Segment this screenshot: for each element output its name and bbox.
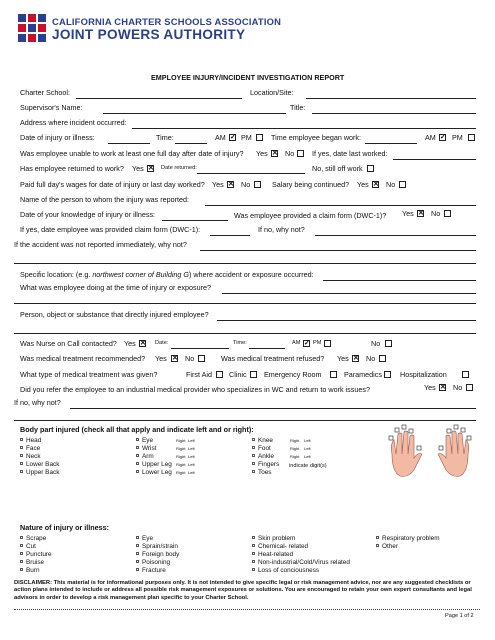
salary-yes-label: Yes — [357, 180, 369, 189]
list-checkbox[interactable] — [252, 536, 255, 539]
list-checkbox[interactable] — [20, 560, 23, 563]
right-label[interactable]: Right — [176, 438, 186, 443]
left-label[interactable]: Left — [188, 438, 195, 443]
left-label[interactable]: Left — [304, 454, 311, 459]
unable-yes-label: Yes — [256, 149, 268, 158]
logo-mark-icon — [18, 14, 48, 46]
right-label[interactable]: Right — [290, 446, 300, 451]
right-label[interactable]: Right — [176, 446, 186, 451]
body-part-foot[interactable]: Foot — [258, 445, 271, 452]
left-label[interactable]: Left — [188, 454, 195, 459]
salary-no-label: No — [386, 180, 396, 189]
supervisor-name-field[interactable] — [103, 113, 286, 114]
refer-yes-label: Yes — [424, 383, 436, 392]
hospitalization-checkbox[interactable] — [462, 371, 469, 378]
nurse-pm-label: PM — [313, 340, 322, 346]
unable-work-label: Was employee unable to work at least one full day after date of injury? — [20, 149, 244, 158]
date-returned-label: Date returned: — [161, 165, 197, 171]
med-ref-no-label: No — [366, 354, 376, 363]
location-site-label: Location/Site: — [250, 88, 294, 97]
date-claim-label: If yes, date employee was provided claim form (DWC-1): — [20, 225, 201, 234]
last-worked-label: If yes, date last worked: — [312, 149, 388, 158]
nurse-pm-checkbox[interactable] — [324, 340, 331, 347]
right-label[interactable]: Right — [290, 438, 300, 443]
body-part-upper-leg[interactable]: Upper Leg — [142, 461, 172, 468]
page-number: Page 1 of 2 — [445, 613, 474, 619]
left-label[interactable]: Left — [304, 438, 311, 443]
list-checkbox[interactable] — [136, 454, 139, 457]
salary-continued-label: Salary being continued? — [272, 180, 350, 189]
time-field[interactable] — [175, 143, 207, 144]
med-recommended-label: Was medical treatment recommended? — [20, 354, 146, 363]
salary-yes-checkbox[interactable] — [372, 181, 379, 188]
body-part-eye[interactable]: Eye — [142, 437, 154, 444]
org-name-line1: CALIFORNIA CHARTER SCHOOLS ASSOCIATION — [52, 16, 282, 27]
specific-location-label: Specific location: (e.g. northwest corner of Building G) where accident or exposure occurred: — [20, 270, 314, 279]
list-checkbox[interactable] — [136, 446, 139, 449]
nature-scrape[interactable]: Scrape — [26, 535, 47, 542]
list-checkbox[interactable] — [252, 470, 255, 473]
nurse-date-label: Date: — [155, 340, 169, 346]
nature-burn[interactable]: Burn — [26, 567, 40, 574]
nurse-time-label: Time: — [233, 340, 247, 346]
paid-yes-checkbox[interactable] — [227, 181, 234, 188]
list-checkbox[interactable] — [136, 568, 139, 571]
nature-respiratory[interactable]: Respiratory problem — [382, 535, 440, 542]
claim-yes-label: Yes — [402, 209, 414, 218]
body-part-head[interactable]: Head — [26, 437, 42, 444]
disclaimer: DISCLAIMER: This material is for informational purposes only. It is not intended to give specific legal or risk management advice, nor are any suggested checklists or action plans intended to include or address all possible risk management exposures or solutions. You are encouraged to retain your own expert consultants and legal advisors in order to develop a risk management plan specific to your Charter School. — [14, 580, 472, 601]
clinic-label: Clinic — [229, 370, 247, 379]
list-checkbox[interactable] — [136, 544, 139, 547]
list-checkbox[interactable] — [136, 470, 139, 473]
nature-foreign-body[interactable]: Foreign body — [142, 551, 180, 558]
supervisor-name-label: Supervisor's Name: — [20, 103, 83, 112]
nurse-time-field[interactable] — [249, 348, 285, 349]
first-aid-checkbox[interactable] — [216, 371, 223, 378]
time-label: Time: — [156, 133, 174, 142]
list-checkbox[interactable] — [252, 454, 255, 457]
still-off-label: No, still off work — [312, 164, 363, 173]
body-part-lower-back[interactable]: Lower Back — [26, 461, 60, 468]
list-checkbox[interactable] — [20, 568, 23, 571]
paramedics-checkbox[interactable] — [384, 371, 391, 378]
paid-yes-label: Yes — [212, 180, 224, 189]
returned-yes-checkbox[interactable] — [147, 165, 154, 172]
if-no-why2-field[interactable] — [70, 408, 476, 409]
claim-no-checkbox[interactable] — [444, 210, 451, 217]
nature-poisoning[interactable]: Poisoning — [142, 559, 171, 566]
list-checkbox[interactable] — [136, 462, 139, 465]
list-checkbox[interactable] — [252, 438, 255, 441]
person-object-field-2[interactable] — [14, 333, 476, 334]
nature-puncture[interactable]: Puncture — [26, 551, 52, 558]
body-part-neck[interactable]: Neck — [26, 453, 41, 460]
address-field[interactable] — [132, 128, 476, 129]
refer-yes-checkbox[interactable] — [439, 384, 446, 391]
list-checkbox[interactable] — [252, 544, 255, 547]
body-part-heading: Body part injured (check all that apply and indicate left and or right): — [20, 425, 254, 434]
began-pm-label: PM — [452, 133, 463, 142]
list-checkbox[interactable] — [20, 454, 23, 457]
left-label[interactable]: Left — [188, 470, 195, 475]
clinic-checkbox[interactable] — [250, 371, 257, 378]
title-label: Title: — [290, 103, 306, 112]
nature-skin[interactable]: Skin problem — [258, 535, 296, 542]
if-no-why2-field-2[interactable] — [14, 420, 476, 421]
last-worked-field[interactable] — [393, 159, 476, 160]
date-knowledge-label: Date of your knowledge of injury or illness: — [20, 210, 156, 219]
nature-heading: Nature of injury or illness: — [20, 523, 110, 532]
refer-no-checkbox[interactable] — [466, 384, 473, 391]
nurse-yes-checkbox[interactable] — [139, 340, 146, 347]
date-returned-field[interactable] — [197, 173, 305, 174]
claim-no-label: No — [431, 209, 441, 218]
claim-yes-checkbox[interactable] — [417, 210, 424, 217]
first-aid-label: First Aid — [186, 370, 212, 379]
title-field[interactable] — [312, 113, 476, 114]
what-type-label: What type of medical treatment was given? — [20, 370, 158, 379]
list-checkbox[interactable] — [136, 560, 139, 563]
nurse-label: Was Nurse on Call contacted? — [20, 339, 117, 348]
doing-field-2[interactable] — [14, 303, 476, 304]
list-checkbox[interactable] — [20, 438, 23, 441]
indicate-digits-label: indicate digit(s) — [289, 463, 327, 469]
list-checkbox[interactable] — [252, 568, 255, 571]
began-pm-checkbox[interactable] — [468, 134, 475, 141]
list-checkbox[interactable] — [376, 536, 379, 539]
refer-no-label: No — [453, 383, 463, 392]
nurse-date-field[interactable] — [171, 348, 229, 349]
list-checkbox[interactable] — [376, 544, 379, 547]
med-rec-no-checkbox[interactable] — [198, 355, 205, 362]
person-object-label: Person, object or substance that directly injured employee? — [20, 310, 209, 319]
nature-non-industrial[interactable]: Non-industrial/Cold/Virus related — [258, 559, 350, 566]
right-label[interactable]: Right — [176, 462, 186, 467]
not-reported-label: If the accident was not reported immediately, why not? — [14, 240, 187, 249]
body-part-knee[interactable]: Knee — [258, 437, 273, 444]
date-injury-label: Date of injury or illness: — [20, 133, 95, 142]
charter-school-field[interactable] — [76, 98, 242, 99]
am-label: AM — [215, 133, 226, 142]
list-checkbox[interactable] — [252, 552, 255, 555]
med-rec-no-label: No — [185, 354, 195, 363]
left-label[interactable]: Left — [188, 446, 195, 451]
not-reported-field[interactable] — [200, 250, 476, 251]
nature-cut[interactable]: Cut — [26, 543, 36, 550]
time-began-field[interactable] — [365, 143, 417, 144]
salary-no-checkbox[interactable] — [399, 181, 406, 188]
nature-bruise[interactable]: Bruise — [26, 559, 45, 566]
unable-no-checkbox[interactable] — [297, 150, 304, 157]
date-claim-field[interactable] — [210, 235, 250, 236]
unable-yes-checkbox[interactable] — [271, 150, 278, 157]
list-checkbox[interactable] — [20, 536, 23, 539]
still-off-checkbox[interactable] — [367, 165, 374, 172]
left-label[interactable]: Left — [188, 462, 195, 467]
nature-other[interactable]: Other — [382, 543, 398, 550]
page-title: EMPLOYEE INJURY/INCIDENT INVESTIGATION REPORT — [151, 73, 345, 82]
right-label[interactable]: Right — [290, 454, 300, 459]
list-checkbox[interactable] — [20, 462, 23, 465]
med-ref-no-checkbox[interactable] — [379, 355, 386, 362]
doing-field[interactable] — [222, 293, 476, 294]
location-site-field[interactable] — [306, 98, 476, 99]
list-checkbox[interactable] — [252, 560, 255, 563]
nature-loss-consciousness[interactable]: Loss of conciousness — [258, 567, 320, 574]
claim-form-label: Was employee provided a claim form (DWC-1)? — [234, 211, 387, 220]
charter-school-label: Charter School: — [20, 88, 70, 97]
paid-no-checkbox[interactable] — [254, 181, 261, 188]
nature-heat[interactable]: Heat-related — [258, 551, 294, 558]
footer-divider — [14, 609, 480, 610]
body-part-wrist[interactable]: Wrist — [142, 445, 157, 452]
med-rec-yes-label: Yes — [155, 354, 167, 363]
nature-chemical[interactable]: Chemical- related — [258, 543, 309, 550]
list-checkbox[interactable] — [136, 438, 139, 441]
if-no-why2-label: If no, why not? — [14, 398, 61, 407]
began-am-label: AM — [425, 133, 436, 142]
hospitalization-label: Hospitalization — [400, 370, 447, 379]
nurse-yes-label: Yes — [124, 339, 136, 348]
med-ref-yes-label: Yes — [337, 354, 349, 363]
specific-location-field[interactable] — [323, 280, 476, 281]
nurse-no-label: No — [371, 339, 381, 348]
left-label[interactable]: Left — [304, 446, 311, 451]
if-no-why-field[interactable] — [315, 235, 476, 236]
doing-label: What was employee doing at the time of injury or exposure? — [20, 283, 211, 292]
paramedics-label: Paramedics — [344, 370, 382, 379]
began-am-checkbox[interactable] — [439, 134, 446, 141]
body-part-upper-back[interactable]: Upper Back — [26, 469, 60, 476]
paid-full-label: Paid full day's wages for date of injury or last day worked? — [20, 180, 205, 189]
list-checkbox[interactable] — [20, 446, 23, 449]
time-began-label: Time employee began work: — [271, 133, 362, 142]
if-no-why-label: If no, why not? — [258, 225, 305, 234]
nature-fracture[interactable]: Fracture — [142, 567, 166, 574]
body-part-lower-leg[interactable]: Lower Leg — [142, 469, 172, 476]
right-label[interactable]: Right — [176, 470, 186, 475]
hands-diagram-icon — [384, 424, 476, 482]
reported-to-label: Name of the person to whom the injury was reported: — [20, 195, 189, 204]
list-checkbox[interactable] — [20, 470, 23, 473]
body-part-ankle[interactable]: Ankle — [258, 453, 274, 460]
med-refused-label: Was medical treatment refused? — [221, 354, 325, 363]
med-ref-yes-checkbox[interactable] — [352, 355, 359, 362]
returned-yes-label: Yes — [132, 164, 144, 173]
right-label[interactable]: Right — [176, 454, 186, 459]
emergency-room-label: Emergency Room — [264, 370, 322, 379]
org-name-line2: JOINT POWERS AUTHORITY — [52, 27, 246, 42]
date-injury-field[interactable] — [108, 143, 150, 144]
list-checkbox[interactable] — [20, 544, 23, 547]
paid-no-label: No — [241, 180, 251, 189]
unable-no-label: No — [285, 149, 295, 158]
med-rec-yes-checkbox[interactable] — [171, 355, 178, 362]
emergency-room-checkbox[interactable] — [330, 371, 337, 378]
refer-provider-label: Did you refer the employee to an industrial medical provider who specializes in WC and return to work issues? — [20, 385, 370, 394]
body-part-toes[interactable]: Toes — [258, 469, 272, 476]
body-part-arm[interactable]: Arm — [142, 453, 154, 460]
body-part-fingers[interactable]: Fingers — [258, 461, 280, 468]
not-reported-field-2[interactable] — [14, 263, 476, 264]
nature-eye[interactable]: Eye — [142, 535, 154, 542]
nurse-am-checkbox[interactable] — [303, 340, 310, 347]
returned-label: Has employee returned to work? — [20, 164, 124, 173]
nurse-no-checkbox[interactable] — [385, 340, 392, 347]
list-checkbox[interactable] — [252, 462, 255, 465]
reported-to-field[interactable] — [205, 205, 476, 206]
pm-checkbox[interactable] — [256, 134, 263, 141]
list-checkbox[interactable] — [136, 536, 139, 539]
nature-sprain[interactable]: Sprain/strain — [142, 543, 178, 550]
list-checkbox[interactable] — [252, 446, 255, 449]
body-part-face[interactable]: Face — [26, 445, 41, 452]
list-checkbox[interactable] — [20, 552, 23, 555]
pm-label: PM — [241, 133, 252, 142]
date-knowledge-field[interactable] — [162, 220, 228, 221]
nurse-am-label: AM — [292, 340, 301, 346]
list-checkbox[interactable] — [136, 552, 139, 555]
address-label: Address where incident occurred: — [20, 118, 127, 127]
person-object-field[interactable] — [217, 320, 476, 321]
am-checkbox[interactable] — [229, 134, 236, 141]
